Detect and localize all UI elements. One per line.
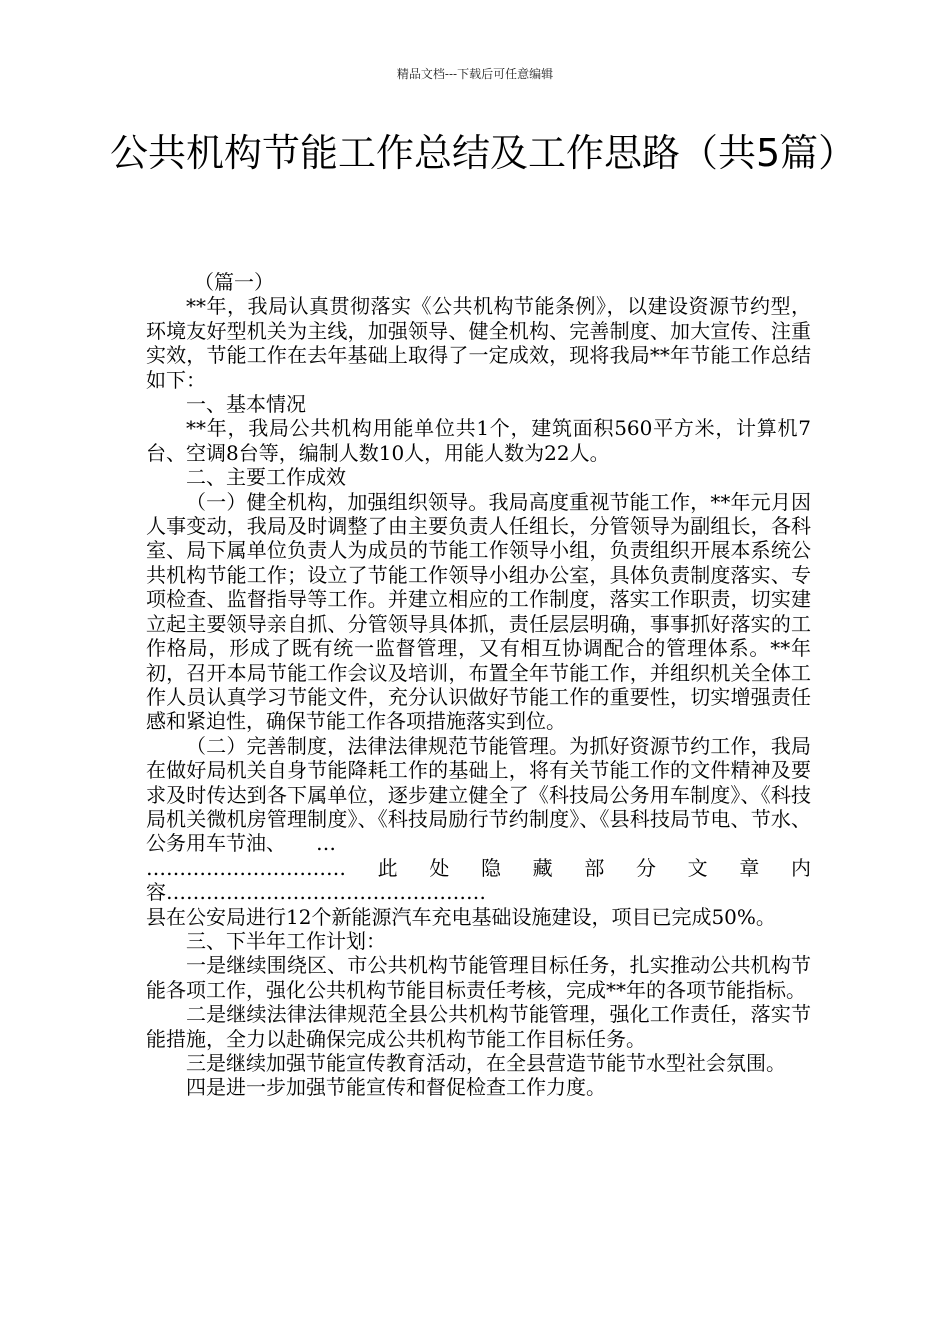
document-title: 公共机构节能工作总结及工作思路（共5篇）	[110, 131, 857, 175]
plan-item-2: 二是继续法律法律规范全县公共机构节能管理，强化工作责任，落实节能措施，全力以赴确保完成公共机构节能工作目标任务。	[146, 1002, 811, 1051]
heading-basic-info: 一、基本情况	[186, 392, 306, 417]
hidden-content-notice: …………………………此处隐藏部分文章内容…………………………………………	[146, 855, 811, 905]
intro-paragraph: **年，我局认真贯彻落实《公共机构节能条例》，以建设资源节约型，环境友好型机关为主线，加强领导、健全机构、完善制度、加大宣传、注重实效，节能工作在去年基础上取得了一定成效，现将我局**年节能工作总结如下：	[146, 294, 811, 392]
header-note: 精品文档---下载后可任意编辑	[396, 67, 554, 81]
document-body	[146, 270, 811, 1100]
plan-item-4: 四是进一步加强节能宣传和督促检查工作力度。	[186, 1075, 606, 1100]
heading-next-plan: 三、下半年工作计划：	[186, 928, 386, 953]
achievement-paragraph-2: （二）完善制度，法律法律规范节能管理。为抓好资源节约工作，我局在做好局机关自身节能降耗工作的基础上，将有关节能工作的文件精神及要求及时传达到各下属单位，逐步建立健全了《科技局公务用车制度》、《科技局机关微机房管理制度》、《科技局励行节约制度》、《县科技局节电、节水、公务用车节油、 …	[146, 733, 811, 856]
basic-info-paragraph: **年，我局公共机构用能单位共1个，建筑面积560平方米，计算机7台、空调8台等，编制人数10人，用能人数为22人。	[146, 416, 811, 465]
plan-item-1: 一是继续围绕区、市公共机构节能管理目标任务，扎实推动公共机构节能各项工作，强化公共机构节能目标责任考核，完成**年的各项节能指标。	[146, 953, 811, 1002]
heading-achievements: 二、主要工作成效	[186, 465, 346, 490]
section-label: （篇一）	[194, 270, 274, 294]
achievement-paragraph-1: （一）健全机构，加强组织领导。我局高度重视节能工作，**年元月因人事变动，我局及时调整了由主要负责人任组长，分管领导为副组长，各科室、局下属单位负责人为成员的节能工作领导小组，负责组织开展本系统公共机构节能工作；设立了节能工作领导小组办公室，具体负责制度落实、专项检查、监督指导等工作。并建立相应的工作制度，落实工作职责，切实建立起主要领导亲自抓、分管领导具体抓，责任层层明确，事事抓好落实的工作格局，形成了既有统一监督管理，又有相互协调配合的管理体系。**年初，召开本局节能工作会议及培训，布置全年节能工作，并组织机关全体工作人员认真学习节能文件，充分认识做好节能工作的重要性，切实增强责任感和紧迫性，确保节能工作各项措施落实到位。	[146, 489, 811, 734]
project-progress-paragraph: 县在公安局进行12个新能源汽车充电基础设施建设，项目已完成50%。	[146, 904, 776, 929]
plan-item-3: 三是继续加强节能宣传教育活动，在全县营造节能节水型社会氛围。	[186, 1051, 786, 1075]
